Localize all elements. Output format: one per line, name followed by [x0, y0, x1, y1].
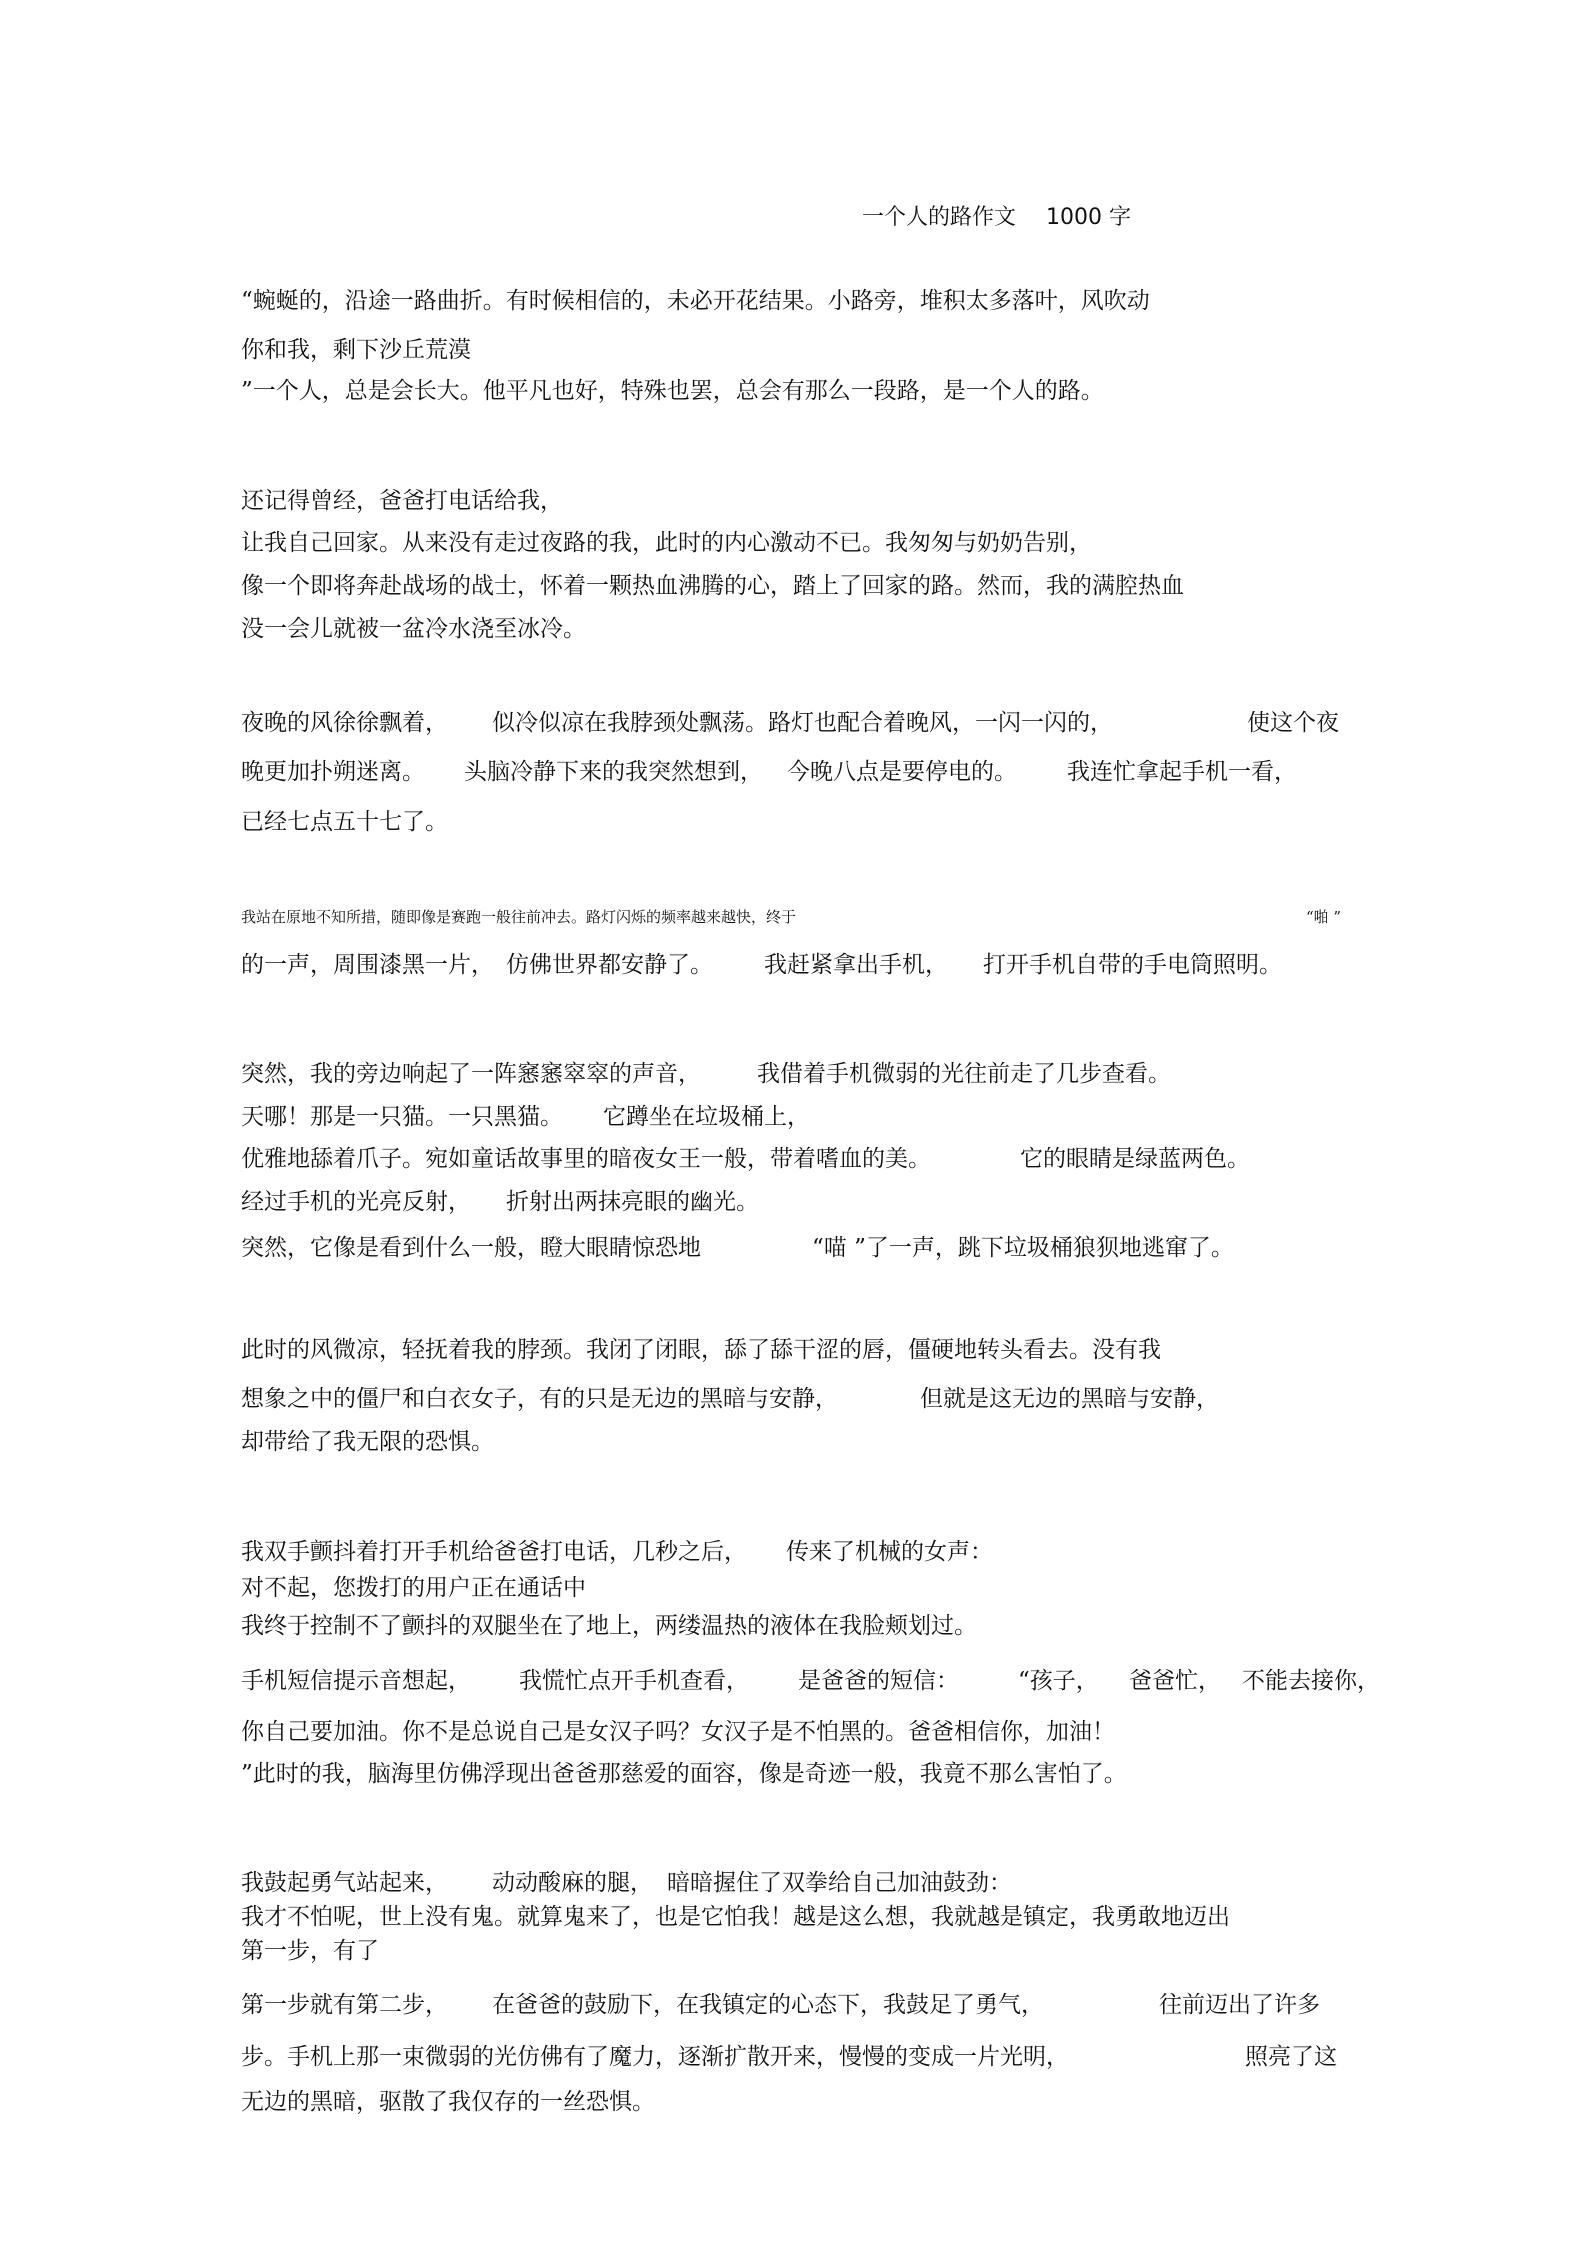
- paragraph-line: 你和我，剩下沙丘荒漠: [241, 337, 471, 363]
- text-segment: 我鼓起勇气站起来，: [241, 1870, 448, 1896]
- paragraph-line: ”此时的我，脑海里仿佛浮现出爸爸那慈爱的面容，像是奇迹一般，我竟不那么害怕了。: [241, 1761, 1127, 1787]
- text-segment: 仿佛世界都安静了。: [506, 952, 713, 978]
- paragraph-line: 我终于控制不了颤抖的双腿坐在了地上，两缕温热的液体在我脸颊划过。: [241, 1613, 977, 1639]
- paragraph-line: [241, 708, 1361, 738]
- paragraph-line: 此时的风微凉，轻抚着我的脖颈。我闭了闭眼，舔了舔干涩的唇，僵硬地转头看去。没有我: [241, 1337, 1161, 1363]
- text-segment: 的一声，周围漆黑一片，: [241, 952, 494, 978]
- paragraph-line: [241, 1868, 1361, 1898]
- text-segment: 手机短信提示音想起，: [241, 1668, 471, 1694]
- text-segment: 暗暗握住了双拳给自己加油鼓劲：: [667, 1870, 1012, 1896]
- paragraph-line: [241, 2042, 1371, 2072]
- text-segment: 头脑冷静下来的我突然想到，: [464, 759, 763, 785]
- paragraph-line: 第一步，有了: [241, 1938, 379, 1964]
- paragraph-line: [241, 950, 1361, 980]
- text-segment: 是爸爸的短信：: [798, 1668, 959, 1694]
- text-segment: 夜晚的风徐徐飘着，: [241, 710, 448, 736]
- paragraph-line: 我才不怕呢，世上没有鬼。就算鬼来了，也是它怕我！越是这么想，我就越是镇定，我勇敢地迈出: [241, 1904, 1230, 1930]
- text-segment: “啪 ”: [1306, 908, 1342, 926]
- text-segment: 我站在原地不知所措，随即像是赛跑一般往前冲去。路灯闪烁的频率越来越快，终于: [241, 908, 797, 926]
- text-segment: 它的眼睛是绿蓝两色。: [1020, 1146, 1250, 1172]
- text-segment: 有的只是无边的黑暗与安静，: [539, 1386, 838, 1412]
- paragraph-line: 对不起，您拨打的用户正在通话中: [241, 1575, 586, 1601]
- text-segment: 想象之中的僵尸和白衣女子，: [241, 1386, 540, 1412]
- paragraph-line: [241, 1666, 1380, 1696]
- paragraph-line: 像一个即将奔赴战场的战士，怀着一颗热血沸腾的心，踏上了回家的路。然而，我的满腔热血: [241, 573, 1184, 599]
- text-segment: 爸爸忙，: [1129, 1668, 1221, 1694]
- text-segment: 使这个夜: [1247, 710, 1339, 736]
- text-segment: 我借着手机微弱的光往前走了几步查看。: [757, 1061, 1171, 1087]
- text-segment: 第一步就有第二步，: [241, 1992, 448, 2018]
- text-segment: 在爸爸的鼓励下，在我镇定的心态下，我鼓足了勇气，: [492, 1992, 1044, 2018]
- text-segment: 我双手颤抖着打开手机给爸爸打电话，几秒之后，: [241, 1539, 747, 1565]
- paragraph-line: 无边的黑暗，驱散了我仅存的一丝恐惧。: [241, 2089, 655, 2115]
- text-segment: 不能去接你，: [1242, 1668, 1380, 1694]
- text-segment: 晚更加扑朔迷离。: [241, 759, 425, 785]
- text-segment: 我慌忙点开手机查看，: [519, 1668, 749, 1694]
- text-segment: 传来了机械的女声：: [786, 1539, 993, 1565]
- paragraph-line: [241, 1990, 1361, 2020]
- paragraph-line: 还记得曾经，爸爸打电话给我，: [241, 488, 563, 514]
- paragraph-line: [241, 1233, 1361, 1263]
- paragraph-line: [241, 1187, 1361, 1217]
- text-segment: 但就是这无边的黑暗与安静，: [920, 1386, 1219, 1412]
- text-segment: 似冷似凉在我脖颈处飘荡。路灯也配合着晚风，一闪一闪的，: [492, 710, 1113, 736]
- paragraph-line: 没一会儿就被一盆冷水浇至冰冷。: [241, 616, 586, 642]
- text-segment: 我赶紧拿出手机，: [764, 952, 948, 978]
- paragraph-line: [241, 1102, 1361, 1132]
- paragraph-line: 你自己要加油。你不是总说自己是女汉子吗？女汉子是不怕黑的。爸爸相信你，加油！: [241, 1719, 1115, 1745]
- paragraph-line: 却带给了我无限的恐惧。: [241, 1429, 494, 1455]
- paragraph-line: [241, 902, 1361, 926]
- text-segment: 它蹲坐在垃圾桶上，: [603, 1104, 810, 1130]
- paragraph-line: 让我自己回家。从来没有走过夜路的我，此时的内心激动不已。我匆匆与奶奶告别，: [241, 530, 1092, 556]
- text-segment: “喵 ”了一声，跳下垃圾桶狼狈地逃窜了。: [812, 1235, 1234, 1261]
- text-segment: 优雅地舔着爪子。宛如童话故事里的暗夜女王一般，带着嗜血的美。: [241, 1146, 931, 1172]
- paragraph-line: [241, 1059, 1361, 1089]
- text-segment: 步。手机上那一束微弱的光仿佛有了魔力，逐渐扩散开来，慢慢的变成一片光明，: [241, 2044, 1069, 2070]
- text-segment: 动动酸麻的腿，: [492, 1870, 653, 1896]
- paragraph-line: [241, 757, 1361, 787]
- paragraph-line: [241, 1384, 1361, 1414]
- paragraph-line: [241, 1144, 1361, 1174]
- paragraph-line: 已经七点五十七了。: [241, 809, 448, 835]
- paragraph-line: “蜿蜒的，沿途一路曲折。有时候相信的，未必开花结果。小路旁，堆积太多落叶，风吹动: [241, 288, 1150, 314]
- text-segment: 经过手机的光亮反射，: [241, 1189, 471, 1215]
- text-segment: 天哪！那是一只猫。一只黑猫。: [241, 1104, 563, 1130]
- text-segment: 照亮了这: [1245, 2044, 1337, 2070]
- text-segment: 突然，我的旁边响起了一阵窸窸窣窣的声音，: [241, 1061, 701, 1087]
- title-word-count: 1000 字: [1046, 205, 1131, 230]
- text-segment: 折射出两抹亮眼的幽光。: [506, 1189, 759, 1215]
- text-segment: 打开手机自带的手电筒照明。: [983, 952, 1282, 978]
- text-segment: “孩子，: [1018, 1668, 1099, 1694]
- text-segment: 我连忙拿起手机一看，: [1067, 759, 1297, 785]
- paragraph-line: [241, 1537, 1361, 1567]
- text-segment: 往前迈出了许多: [1159, 1992, 1320, 2018]
- paragraph-line: ”一个人，总是会长大。他平凡也好，特殊也罢，总会有那么一段路，是一个人的路。: [241, 378, 1104, 404]
- title-text: 一个人的路作文: [862, 205, 1017, 230]
- document-title: [862, 203, 1131, 233]
- text-segment: 今晚八点是要停电的。: [787, 759, 1017, 785]
- text-segment: 突然，它像是看到什么一般，瞪大眼睛惊恐地: [241, 1235, 701, 1261]
